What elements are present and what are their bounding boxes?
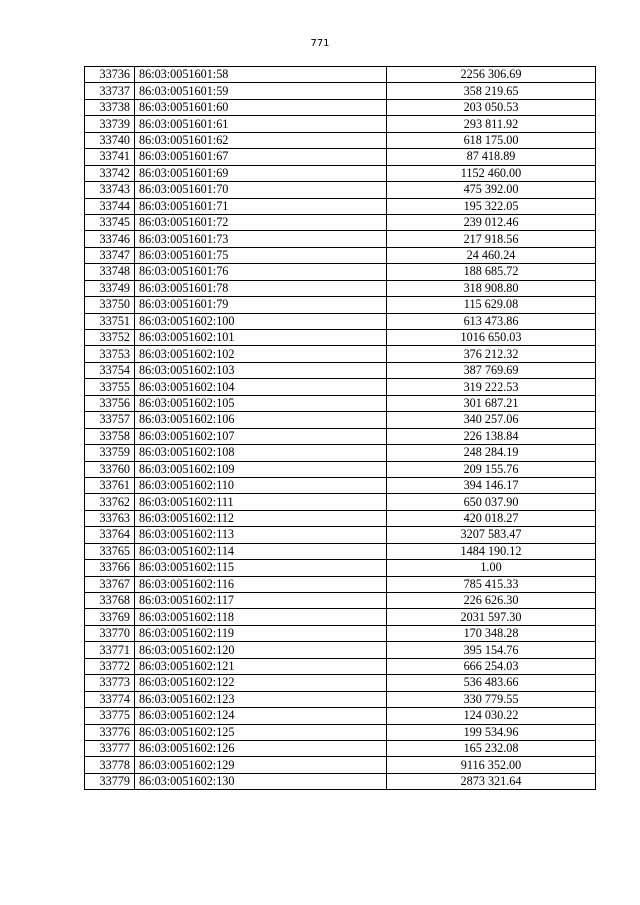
row-number-cell: 33765 bbox=[85, 543, 135, 559]
cadastral-number-cell: 86:03:0051601:79 bbox=[135, 297, 387, 313]
cadastral-value-cell: 2256 306.69 bbox=[387, 67, 596, 83]
table-row bbox=[85, 280, 596, 296]
cadastral-value-cell: 618 175.00 bbox=[387, 132, 596, 148]
cadastral-number-cell: 86:03:0051602:101 bbox=[135, 330, 387, 346]
cadastral-value-cell: 613 473.86 bbox=[387, 313, 596, 329]
cadastral-value-cell: 199 534.96 bbox=[387, 724, 596, 740]
cadastral-number-cell: 86:03:0051602:126 bbox=[135, 740, 387, 756]
cadastral-number-cell: 86:03:0051601:70 bbox=[135, 182, 387, 198]
cadastral-number-cell: 86:03:0051602:102 bbox=[135, 346, 387, 362]
cadastral-number-cell: 86:03:0051601:67 bbox=[135, 149, 387, 165]
table-row bbox=[85, 428, 596, 444]
row-number-cell: 33773 bbox=[85, 675, 135, 691]
cadastral-number-cell: 86:03:0051601:58 bbox=[135, 67, 387, 83]
cadastral-number-cell: 86:03:0051601:72 bbox=[135, 214, 387, 230]
cadastral-number-cell: 86:03:0051601:73 bbox=[135, 231, 387, 247]
cadastral-value-table bbox=[84, 66, 596, 790]
cadastral-value-cell: 226 626.30 bbox=[387, 593, 596, 609]
cadastral-number-cell: 86:03:0051601:71 bbox=[135, 198, 387, 214]
table-row bbox=[85, 231, 596, 247]
cadastral-value-cell: 376 212.32 bbox=[387, 346, 596, 362]
table-row bbox=[85, 510, 596, 526]
table-row bbox=[85, 543, 596, 559]
cadastral-value-cell: 9116 352.00 bbox=[387, 757, 596, 773]
row-number-cell: 33751 bbox=[85, 313, 135, 329]
row-number-cell: 33774 bbox=[85, 691, 135, 707]
row-number-cell: 33776 bbox=[85, 724, 135, 740]
cadastral-value-cell: 395 154.76 bbox=[387, 642, 596, 658]
cadastral-number-cell: 86:03:0051602:123 bbox=[135, 691, 387, 707]
table-row bbox=[85, 724, 596, 740]
cadastral-number-cell: 86:03:0051601:76 bbox=[135, 264, 387, 280]
cadastral-number-cell: 86:03:0051602:118 bbox=[135, 609, 387, 625]
row-number-cell: 33746 bbox=[85, 231, 135, 247]
cadastral-value-cell: 24 460.24 bbox=[387, 247, 596, 263]
cadastral-value-cell: 319 222.53 bbox=[387, 379, 596, 395]
row-number-cell: 33748 bbox=[85, 264, 135, 280]
table-row bbox=[85, 658, 596, 674]
cadastral-value-cell: 226 138.84 bbox=[387, 428, 596, 444]
row-number-cell: 33779 bbox=[85, 773, 135, 789]
cadastral-number-cell: 86:03:0051602:122 bbox=[135, 675, 387, 691]
row-number-cell: 33737 bbox=[85, 83, 135, 99]
cadastral-number-cell: 86:03:0051602:120 bbox=[135, 642, 387, 658]
table-row bbox=[85, 593, 596, 609]
row-number-cell: 33740 bbox=[85, 132, 135, 148]
table-row bbox=[85, 132, 596, 148]
table-row bbox=[85, 675, 596, 691]
cadastral-value-cell: 188 685.72 bbox=[387, 264, 596, 280]
row-number-cell: 33763 bbox=[85, 510, 135, 526]
cadastral-value-cell: 330 779.55 bbox=[387, 691, 596, 707]
table-row bbox=[85, 625, 596, 641]
table-row bbox=[85, 395, 596, 411]
cadastral-value-cell: 209 155.76 bbox=[387, 461, 596, 477]
cadastral-number-cell: 86:03:0051602:125 bbox=[135, 724, 387, 740]
table-row bbox=[85, 264, 596, 280]
table-row bbox=[85, 116, 596, 132]
cadastral-number-cell: 86:03:0051602:116 bbox=[135, 576, 387, 592]
table-row bbox=[85, 214, 596, 230]
row-number-cell: 33772 bbox=[85, 658, 135, 674]
cadastral-value-cell: 2873 321.64 bbox=[387, 773, 596, 789]
table-row bbox=[85, 560, 596, 576]
table-row bbox=[85, 297, 596, 313]
row-number-cell: 33770 bbox=[85, 625, 135, 641]
cadastral-number-cell: 86:03:0051602:130 bbox=[135, 773, 387, 789]
cadastral-number-cell: 86:03:0051602:104 bbox=[135, 379, 387, 395]
row-number-cell: 33768 bbox=[85, 593, 135, 609]
table-row bbox=[85, 313, 596, 329]
table-body bbox=[85, 67, 596, 790]
cadastral-number-cell: 86:03:0051601:75 bbox=[135, 247, 387, 263]
table-row bbox=[85, 346, 596, 362]
cadastral-value-cell: 420 018.27 bbox=[387, 510, 596, 526]
table-row bbox=[85, 67, 596, 83]
cadastral-value-cell: 195 322.05 bbox=[387, 198, 596, 214]
cadastral-value-cell: 1.00 bbox=[387, 560, 596, 576]
table-row bbox=[85, 362, 596, 378]
cadastral-value-cell: 1484 190.12 bbox=[387, 543, 596, 559]
table-row bbox=[85, 330, 596, 346]
cadastral-number-cell: 86:03:0051602:113 bbox=[135, 527, 387, 543]
cadastral-number-cell: 86:03:0051602:121 bbox=[135, 658, 387, 674]
cadastral-number-cell: 86:03:0051602:100 bbox=[135, 313, 387, 329]
cadastral-value-cell: 293 811.92 bbox=[387, 116, 596, 132]
row-number-cell: 33778 bbox=[85, 757, 135, 773]
cadastral-value-cell: 239 012.46 bbox=[387, 214, 596, 230]
row-number-cell: 33767 bbox=[85, 576, 135, 592]
table-row bbox=[85, 198, 596, 214]
cadastral-number-cell: 86:03:0051602:129 bbox=[135, 757, 387, 773]
table-row bbox=[85, 708, 596, 724]
table-row bbox=[85, 642, 596, 658]
table-row bbox=[85, 165, 596, 181]
cadastral-value-cell: 785 415.33 bbox=[387, 576, 596, 592]
row-number-cell: 33745 bbox=[85, 214, 135, 230]
cadastral-value-cell: 1016 650.03 bbox=[387, 330, 596, 346]
row-number-cell: 33762 bbox=[85, 494, 135, 510]
cadastral-number-cell: 86:03:0051602:117 bbox=[135, 593, 387, 609]
row-number-cell: 33761 bbox=[85, 477, 135, 493]
row-number-cell: 33760 bbox=[85, 461, 135, 477]
table-row bbox=[85, 83, 596, 99]
cadastral-value-cell: 203 050.53 bbox=[387, 99, 596, 115]
table-row bbox=[85, 149, 596, 165]
row-number-cell: 33753 bbox=[85, 346, 135, 362]
row-number-cell: 33759 bbox=[85, 445, 135, 461]
cadastral-value-cell: 318 908.80 bbox=[387, 280, 596, 296]
cadastral-value-cell: 650 037.90 bbox=[387, 494, 596, 510]
cadastral-number-cell: 86:03:0051602:119 bbox=[135, 625, 387, 641]
cadastral-number-cell: 86:03:0051601:59 bbox=[135, 83, 387, 99]
row-number-cell: 33750 bbox=[85, 297, 135, 313]
row-number-cell: 33752 bbox=[85, 330, 135, 346]
cadastral-value-cell: 115 629.08 bbox=[387, 297, 596, 313]
table-row bbox=[85, 379, 596, 395]
cadastral-number-cell: 86:03:0051602:105 bbox=[135, 395, 387, 411]
row-number-cell: 33739 bbox=[85, 116, 135, 132]
table-row bbox=[85, 445, 596, 461]
row-number-cell: 33744 bbox=[85, 198, 135, 214]
row-number-cell: 33736 bbox=[85, 67, 135, 83]
row-number-cell: 33756 bbox=[85, 395, 135, 411]
cadastral-value-cell: 394 146.17 bbox=[387, 477, 596, 493]
row-number-cell: 33771 bbox=[85, 642, 135, 658]
table-row bbox=[85, 609, 596, 625]
table-row bbox=[85, 691, 596, 707]
cadastral-value-cell: 301 687.21 bbox=[387, 395, 596, 411]
row-number-cell: 33777 bbox=[85, 740, 135, 756]
cadastral-value-cell: 2031 597.30 bbox=[387, 609, 596, 625]
cadastral-number-cell: 86:03:0051602:111 bbox=[135, 494, 387, 510]
table-row bbox=[85, 773, 596, 789]
cadastral-number-cell: 86:03:0051601:69 bbox=[135, 165, 387, 181]
row-number-cell: 33741 bbox=[85, 149, 135, 165]
cadastral-value-cell: 87 418.89 bbox=[387, 149, 596, 165]
table-row bbox=[85, 247, 596, 263]
cadastral-number-cell: 86:03:0051602:108 bbox=[135, 445, 387, 461]
row-number-cell: 33764 bbox=[85, 527, 135, 543]
cadastral-number-cell: 86:03:0051602:110 bbox=[135, 477, 387, 493]
cadastral-value-cell: 217 918.56 bbox=[387, 231, 596, 247]
cadastral-value-cell: 387 769.69 bbox=[387, 362, 596, 378]
table-row bbox=[85, 527, 596, 543]
table-row bbox=[85, 740, 596, 756]
cadastral-value-cell: 165 232.08 bbox=[387, 740, 596, 756]
row-number-cell: 33749 bbox=[85, 280, 135, 296]
row-number-cell: 33755 bbox=[85, 379, 135, 395]
table-row bbox=[85, 461, 596, 477]
row-number-cell: 33738 bbox=[85, 99, 135, 115]
cadastral-value-cell: 536 483.66 bbox=[387, 675, 596, 691]
cadastral-value-cell: 475 392.00 bbox=[387, 182, 596, 198]
cadastral-value-cell: 170 348.28 bbox=[387, 625, 596, 641]
row-number-cell: 33757 bbox=[85, 412, 135, 428]
cadastral-number-cell: 86:03:0051602:112 bbox=[135, 510, 387, 526]
cadastral-number-cell: 86:03:0051602:103 bbox=[135, 362, 387, 378]
cadastral-value-cell: 1152 460.00 bbox=[387, 165, 596, 181]
cadastral-number-cell: 86:03:0051602:124 bbox=[135, 708, 387, 724]
cadastral-value-cell: 340 257.06 bbox=[387, 412, 596, 428]
row-number-cell: 33766 bbox=[85, 560, 135, 576]
table-row bbox=[85, 494, 596, 510]
cadastral-number-cell: 86:03:0051601:61 bbox=[135, 116, 387, 132]
row-number-cell: 33743 bbox=[85, 182, 135, 198]
cadastral-value-cell: 358 219.65 bbox=[387, 83, 596, 99]
cadastral-number-cell: 86:03:0051602:109 bbox=[135, 461, 387, 477]
cadastral-number-cell: 86:03:0051601:78 bbox=[135, 280, 387, 296]
row-number-cell: 33775 bbox=[85, 708, 135, 724]
row-number-cell: 33769 bbox=[85, 609, 135, 625]
row-number-cell: 33742 bbox=[85, 165, 135, 181]
cadastral-number-cell: 86:03:0051602:114 bbox=[135, 543, 387, 559]
row-number-cell: 33747 bbox=[85, 247, 135, 263]
cadastral-number-cell: 86:03:0051602:107 bbox=[135, 428, 387, 444]
cadastral-number-cell: 86:03:0051602:106 bbox=[135, 412, 387, 428]
table-row bbox=[85, 576, 596, 592]
cadastral-value-cell: 248 284.19 bbox=[387, 445, 596, 461]
table-row bbox=[85, 412, 596, 428]
table-row bbox=[85, 757, 596, 773]
cadastral-value-cell: 3207 583.47 bbox=[387, 527, 596, 543]
table-row bbox=[85, 99, 596, 115]
cadastral-number-cell: 86:03:0051602:115 bbox=[135, 560, 387, 576]
row-number-cell: 33754 bbox=[85, 362, 135, 378]
page-number: 771 bbox=[310, 38, 330, 49]
row-number-cell: 33758 bbox=[85, 428, 135, 444]
cadastral-value-cell: 666 254.03 bbox=[387, 658, 596, 674]
cadastral-number-cell: 86:03:0051601:62 bbox=[135, 132, 387, 148]
table-row bbox=[85, 477, 596, 493]
table-row bbox=[85, 182, 596, 198]
cadastral-number-cell: 86:03:0051601:60 bbox=[135, 99, 387, 115]
cadastral-value-cell: 124 030.22 bbox=[387, 708, 596, 724]
